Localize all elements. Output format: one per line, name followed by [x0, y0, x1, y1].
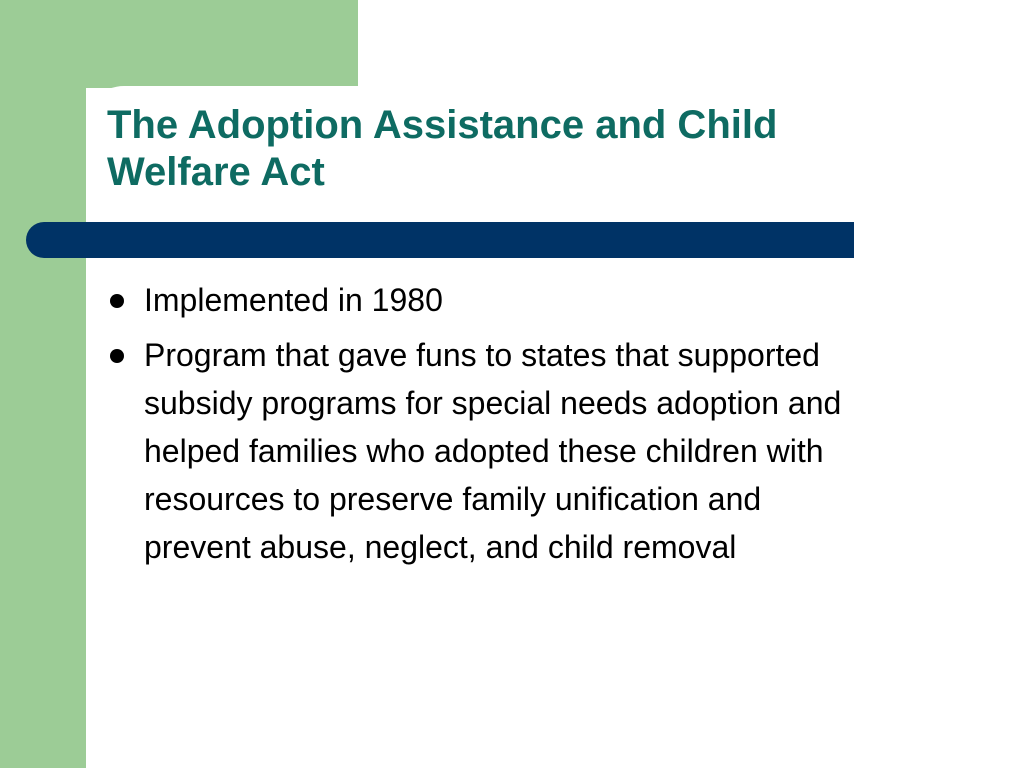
bullet-text: Program that gave funs to states that supported subsidy programs for special needs adoption and helped families who adopted these children with resources to preserve family unification and prevent abuse, neglect, and child removal	[144, 337, 842, 565]
bullet-dot-icon	[110, 294, 124, 308]
decorative-green-sidebar	[0, 0, 86, 768]
slide-title: The Adoption Assistance and Child Welfare Act	[107, 103, 778, 194]
bullet-dot-icon	[110, 349, 124, 363]
bullet-text: Implemented in 1980	[144, 282, 443, 318]
bullet-item	[104, 276, 864, 324]
title-divider-bar	[26, 222, 854, 258]
bullet-item	[104, 331, 864, 571]
bullet-list	[104, 276, 864, 578]
